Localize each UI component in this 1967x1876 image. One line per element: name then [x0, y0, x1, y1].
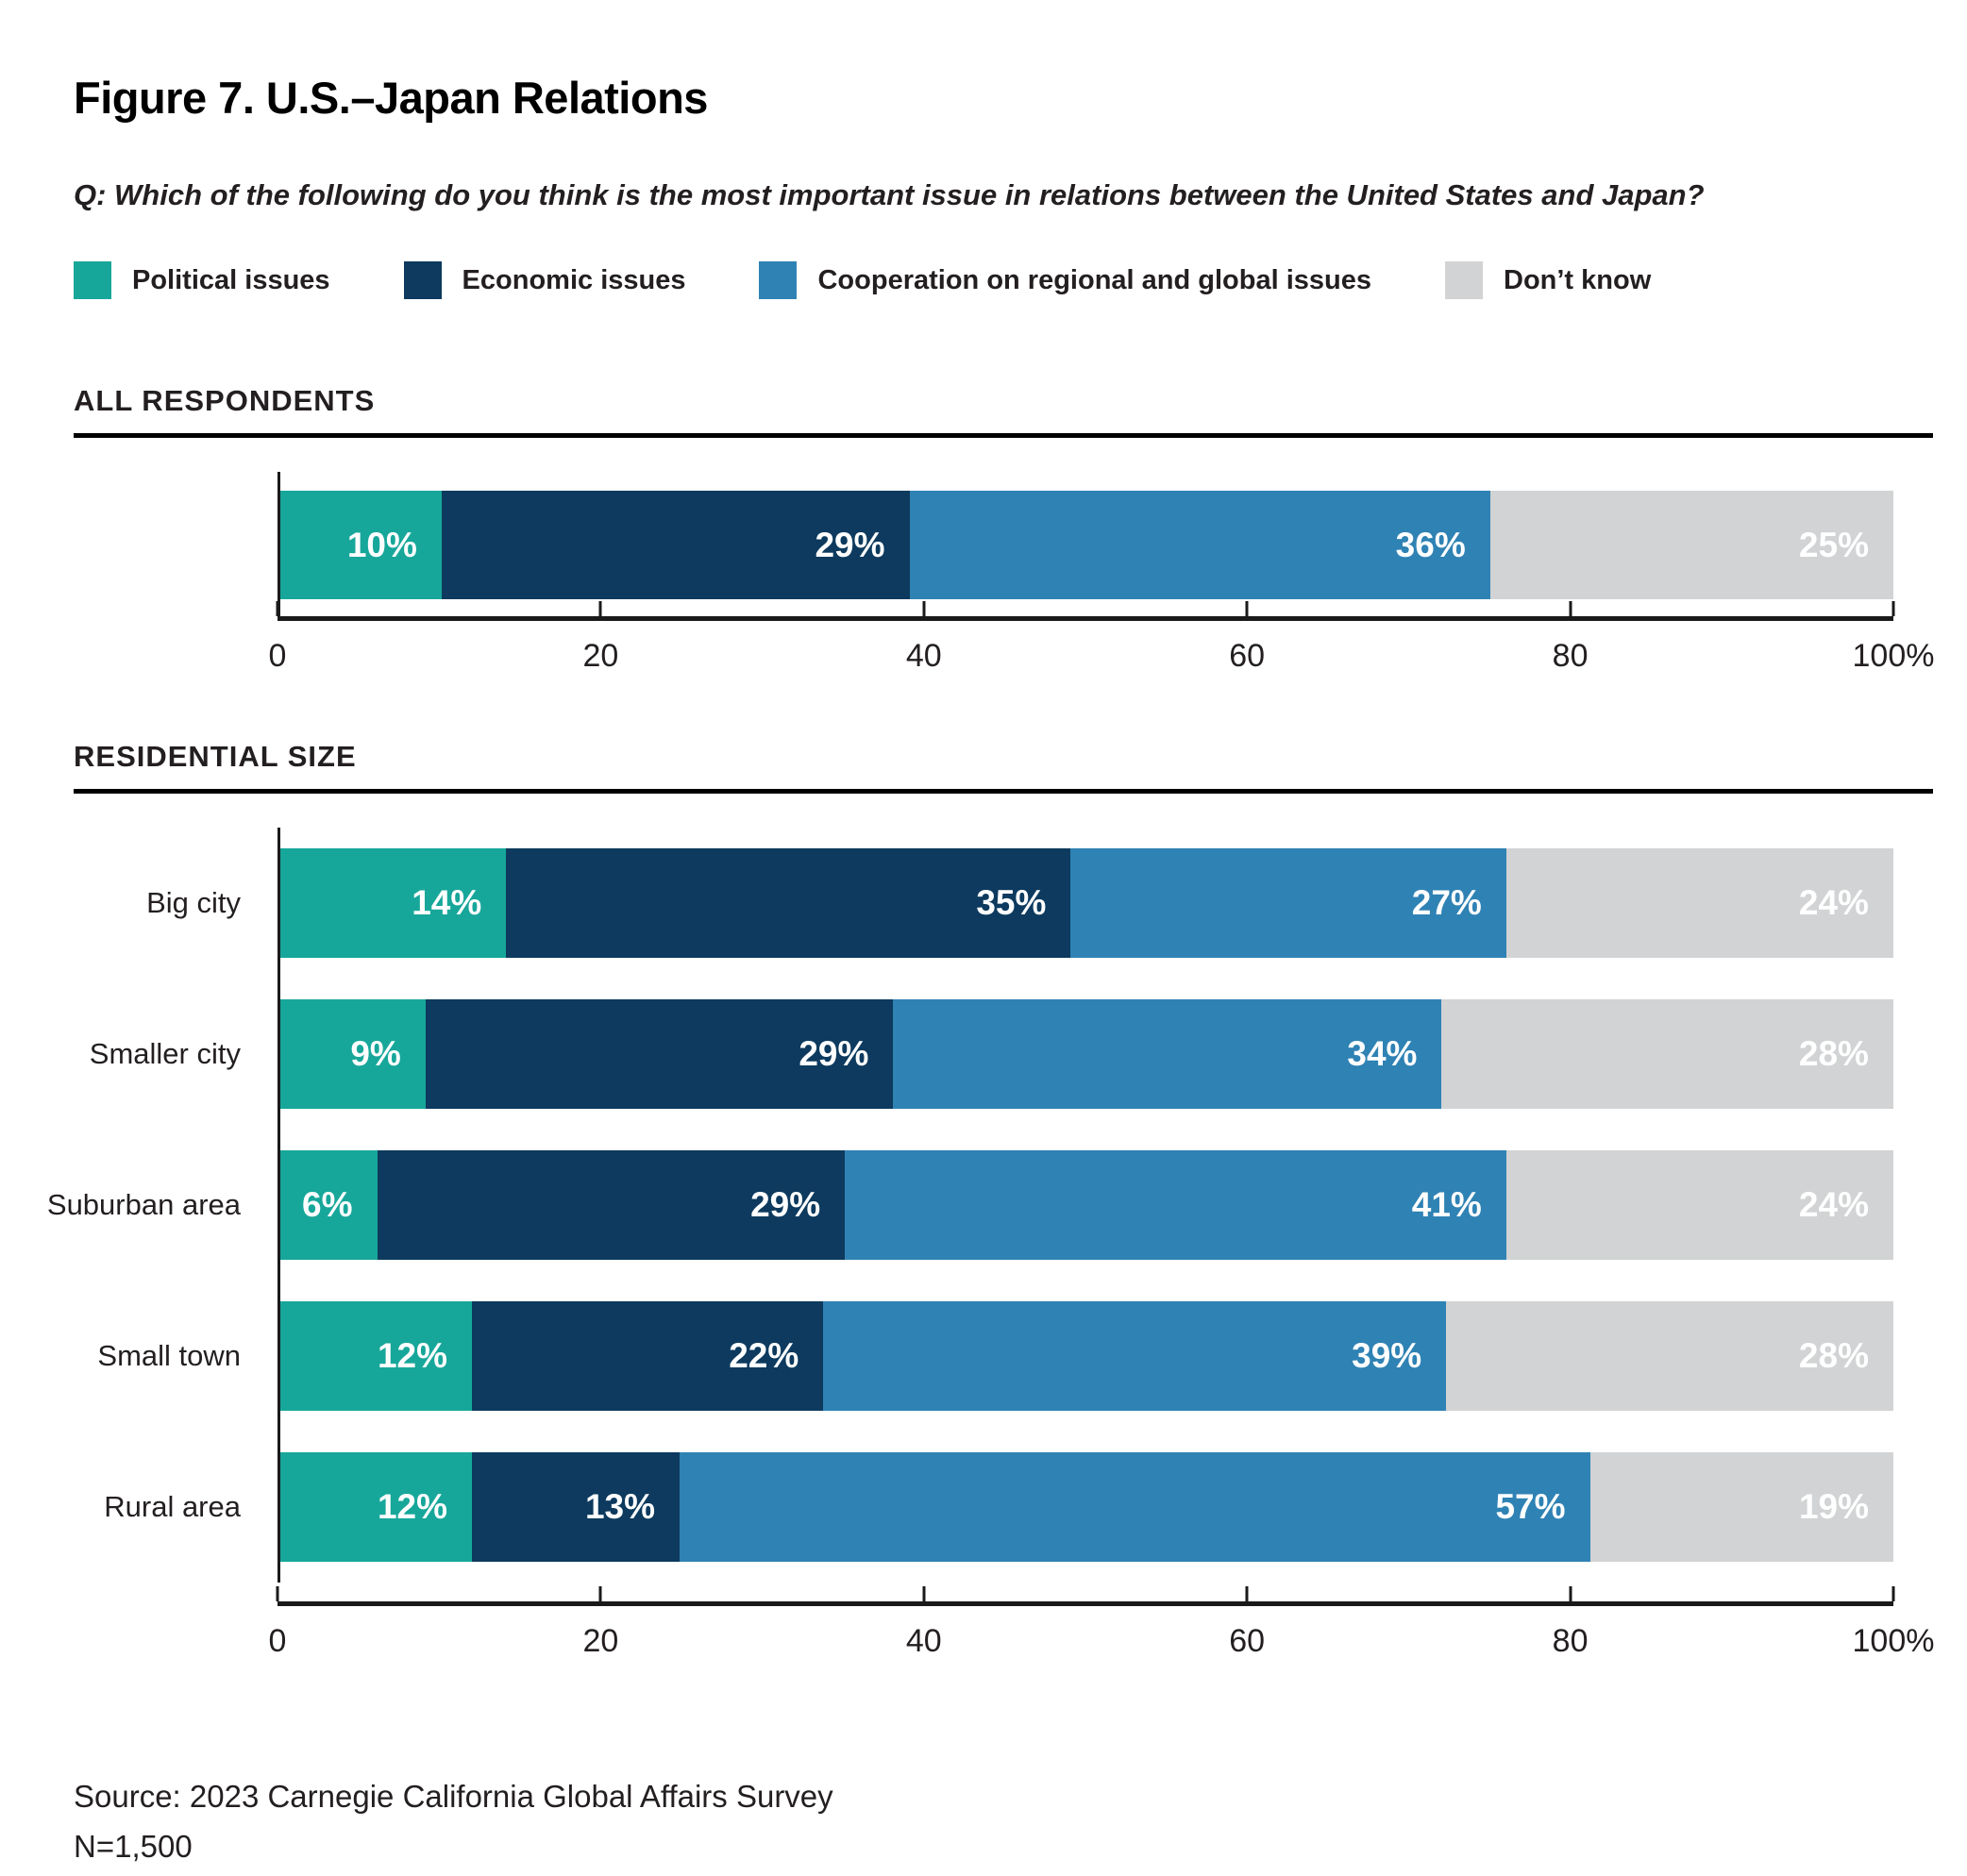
sample-size-note: N=1,500	[74, 1828, 193, 1864]
figure-footer	[74, 1772, 1933, 1872]
segment-value-label: 29%	[799, 1034, 869, 1073]
axis-tick	[1892, 601, 1895, 616]
row-label: Suburban area	[46, 1188, 241, 1221]
axis-tick-label: 60	[1229, 638, 1266, 674]
source-note: Source: 2023 Carnegie California Global Affairs Survey	[74, 1779, 833, 1814]
axis-tick	[599, 601, 602, 616]
segment-value-label: 28%	[1798, 1034, 1869, 1073]
segment-value-label: 25%	[1798, 525, 1869, 564]
bar-segment	[1070, 848, 1505, 958]
plot-area	[277, 472, 1893, 616]
all-respondents-chart	[74, 472, 1933, 681]
axis-tick-label: 100%	[1852, 638, 1935, 674]
stacked-bar	[280, 1150, 1893, 1260]
bar-segment	[280, 848, 506, 958]
segment-value-label: 9%	[350, 1034, 401, 1073]
chart-row	[280, 491, 1893, 599]
segment-value-label: 39%	[1352, 1336, 1422, 1375]
residential-size-chart	[46, 828, 1935, 1667]
bar-segment	[1506, 848, 1893, 958]
axis-tick-label: 0	[268, 1623, 287, 1659]
bar-segment	[280, 1150, 378, 1260]
axis-tick	[922, 601, 925, 616]
x-axis-labels	[268, 638, 1935, 681]
segment-value-label: 13%	[584, 1487, 655, 1526]
bar-segment	[680, 1452, 1590, 1562]
axis-tick	[599, 1586, 602, 1601]
axis-tick	[277, 1586, 279, 1601]
axis-tick-label: 80	[1552, 1623, 1589, 1659]
bar-segment	[506, 848, 1070, 958]
bar-segment	[378, 1150, 846, 1260]
segment-value-label: 24%	[1798, 883, 1869, 922]
segment-value-label: 35%	[976, 883, 1047, 922]
bar-segment	[426, 999, 894, 1109]
bar-segment	[910, 491, 1490, 599]
x-axis	[277, 1601, 1893, 1606]
chart-row	[104, 1432, 1893, 1583]
bar-segment	[1506, 1150, 1893, 1260]
segment-value-label: 36%	[1395, 525, 1466, 564]
axis-tick-label: 80	[1552, 638, 1589, 674]
legend-swatch	[759, 261, 797, 299]
bar-segment	[893, 999, 1441, 1109]
survey-question: Q: Which of the following do you think is the most important issue in relations between the United States and Japan?	[74, 178, 1705, 211]
segment-value-label: 27%	[1411, 883, 1482, 922]
row-label: Rural area	[104, 1490, 241, 1523]
segment-value-label: 6%	[302, 1185, 353, 1224]
segment-value-label: 14%	[412, 883, 482, 922]
chart-row	[146, 828, 1893, 979]
row-label: Smaller city	[89, 1037, 241, 1070]
legend-label: Political issues	[132, 264, 330, 295]
axis-tick-label: 20	[582, 1623, 619, 1659]
segment-value-label: 19%	[1798, 1487, 1869, 1526]
segment-value-label: 41%	[1411, 1185, 1482, 1224]
segment-value-label: 29%	[750, 1185, 821, 1224]
stacked-bar	[280, 1452, 1893, 1562]
chart-row	[97, 1281, 1893, 1432]
legend-item	[74, 261, 330, 299]
bar-segment	[280, 1301, 472, 1411]
segment-value-label: 22%	[729, 1336, 799, 1375]
stacked-bar	[280, 1301, 1893, 1411]
chart-row	[89, 979, 1893, 1130]
axis-tick	[1246, 601, 1249, 616]
segment-value-label: 29%	[815, 525, 885, 564]
bar-segment	[280, 1452, 472, 1562]
axis-tick-label: 60	[1229, 1623, 1266, 1659]
axis-tick	[1569, 601, 1572, 616]
axis-tick-label: 20	[582, 638, 619, 674]
bar-segment	[1590, 1452, 1894, 1562]
legend-item	[759, 261, 1371, 299]
bar-segment	[442, 491, 910, 599]
segment-value-label: 34%	[1347, 1034, 1418, 1073]
legend-swatch	[1445, 261, 1483, 299]
legend-label: Cooperation on regional and global issues	[817, 264, 1371, 295]
section-title: ALL RESPONDENTS	[74, 384, 376, 417]
section-residential-size	[46, 740, 1935, 1667]
section-rule	[74, 433, 1933, 438]
plot-area	[46, 828, 1893, 1583]
bar-segment	[823, 1301, 1446, 1411]
legend	[74, 261, 1933, 299]
legend-label: Don’t know	[1504, 264, 1652, 295]
segment-value-label: 12%	[377, 1336, 448, 1375]
segment-value-label: 57%	[1495, 1487, 1566, 1526]
section-title: RESIDENTIAL SIZE	[74, 740, 357, 773]
axis-tick	[1892, 1586, 1895, 1601]
segment-value-label: 28%	[1798, 1336, 1869, 1375]
axis-tick-label: 40	[905, 1623, 942, 1659]
axis-tick-label: 40	[905, 638, 942, 674]
legend-label: Economic issues	[462, 264, 686, 295]
legend-item	[1445, 261, 1651, 299]
section-rule	[74, 789, 1933, 794]
stacked-bar	[280, 999, 1893, 1109]
figure-title: Figure 7. U.S.–Japan Relations	[74, 73, 708, 123]
bar-segment	[1490, 491, 1893, 599]
legend-item	[404, 261, 686, 299]
axis-tick-label: 0	[268, 638, 287, 674]
axis-tick	[277, 601, 279, 616]
bar-segment	[280, 491, 442, 599]
stacked-bar	[280, 491, 1893, 599]
x-axis-labels	[268, 1623, 1935, 1667]
section-all-respondents	[74, 384, 1933, 681]
stacked-bar	[280, 848, 1893, 958]
segment-value-label: 24%	[1798, 1185, 1869, 1224]
axis-tick	[922, 1586, 925, 1601]
segment-value-label: 10%	[346, 525, 417, 564]
row-label: Big city	[146, 886, 241, 919]
x-axis	[277, 616, 1893, 621]
axis-tick	[1569, 1586, 1572, 1601]
axis-tick-label: 100%	[1852, 1623, 1935, 1659]
bar-segment	[1446, 1301, 1893, 1411]
axis-tick	[1246, 1586, 1249, 1601]
segment-value-label: 12%	[377, 1487, 448, 1526]
bar-segment	[845, 1150, 1506, 1260]
legend-swatch	[74, 261, 111, 299]
bar-segment	[280, 999, 426, 1109]
bar-segment	[472, 1301, 823, 1411]
row-label: Small town	[97, 1339, 241, 1372]
bar-segment	[472, 1452, 680, 1562]
chart-row	[46, 1130, 1893, 1281]
bar-segment	[1441, 999, 1893, 1109]
legend-swatch	[404, 261, 442, 299]
